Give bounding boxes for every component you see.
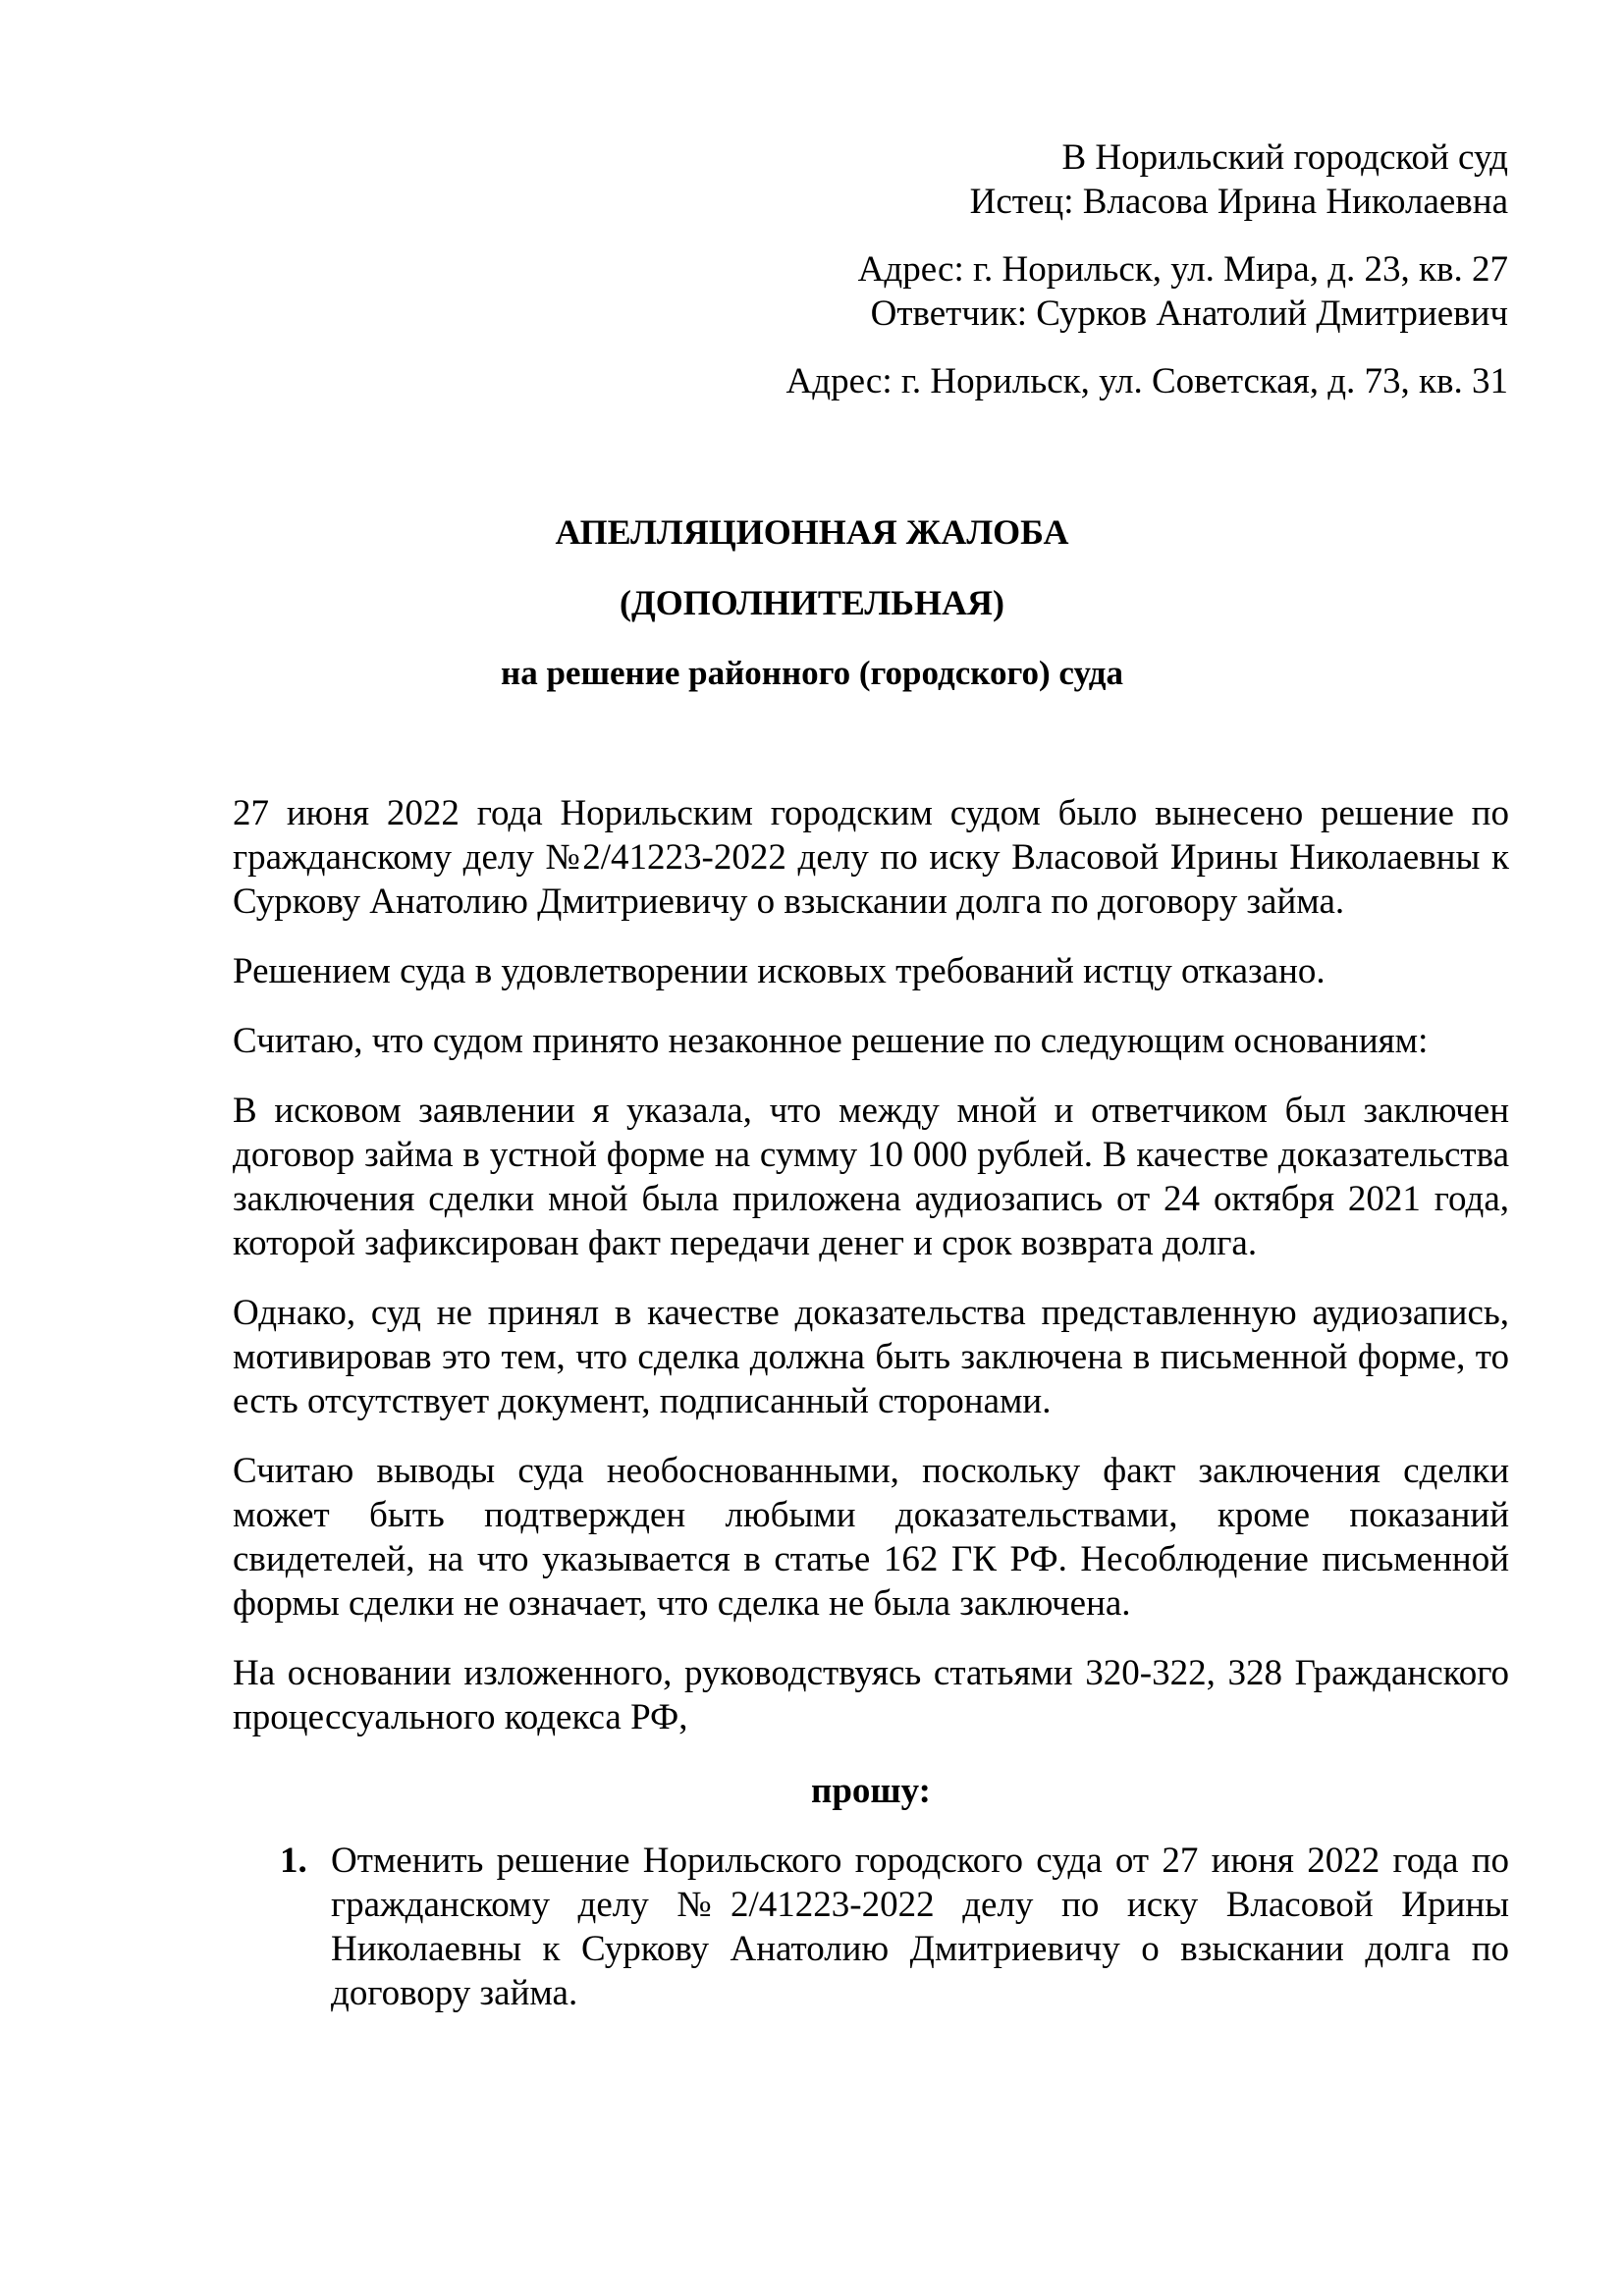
request-text: Отменить решение Норильского городского суда от 27 июня 2022 года по гражданскому делу №2/41223-2022 делу по иску Власовой Ирины Николаевны к Суркову Анатолию Дмитриевичу о взыскании долга по договору займа. [331,1841,1509,2013]
plaintiff-address: Адрес: г. Норильск, ул. Мира, д. 23, кв. 27 [857,249,1508,290]
request-number: 1. [280,1841,307,1881]
paragraph: Решением суда в удовлетворении исковых требований истцу отказано. [233,951,1326,991]
request-item [233,1839,1509,2015]
paragraph: 27 июня 2022 года Норильским городским судом было вынесено решение по гражданскому делу №2/41223-2022 делу по иску Власовой Ирины Николаевны к Суркову Анатолию Дмитриевичу о взыскании долга по договору займа. [233,793,1509,922]
document-subtitle: (ДОПОЛНИТЕЛЬНАЯ) [620,583,1004,622]
request-heading: прошу: [811,1771,931,1811]
paragraph: Считаю, что судом принято незаконное решение по следующим основаниям: [233,1021,1429,1061]
court-name: В Норильский городской суд [1061,137,1508,178]
paragraph: Считаю выводы суда необоснованными, поскольку факт заключения сделки может быть подтвержден любыми доказательствами, кроме показаний свидетелей, на что указывается в статье 162 ГК РФ. Несоблюдение письменной формы сделки не означает, что сделка не была заключена. [233,1451,1509,1624]
defendant-name: Ответчик: Сурков Анатолий Дмитриевич [870,294,1508,334]
document-title: АПЕЛЛЯЦИОННАЯ ЖАЛОБА [555,512,1069,552]
paragraph: На основании изложенного, руководствуясь статьями 320-322, 328 Гражданского процессуального кодекса РФ, [233,1653,1509,1737]
document-title-block [0,503,1624,703]
plaintiff-name: Истец: Власова Ирина Николаевна [969,182,1508,222]
paragraph: Однако, суд не принял в качестве доказательства представленную аудиозапись, мотивировав это тем, что сделка должна быть заключена в письменной форме, то есть отсутствует документ, подписанный сторонами. [233,1293,1509,1421]
paragraph: В исковом заявлении я указала, что между мной и ответчиком был заключен договор займа в устной форме на сумму 10 000 рублей. В качестве доказательства заключения сделки мной была приложена аудиозапись от 24 октября 2021 года, которой зафиксирован факт передачи денег и срок возврата долга. [233,1091,1509,1263]
document-body [233,791,1509,2015]
document-title-note: на решение районного (городского) суда [501,654,1123,692]
defendant-address: Адрес: г. Норильск, ул. Советская, д. 73, кв. 31 [785,361,1508,401]
request-list [233,1839,1509,2015]
addressee-block [624,135,1508,403]
